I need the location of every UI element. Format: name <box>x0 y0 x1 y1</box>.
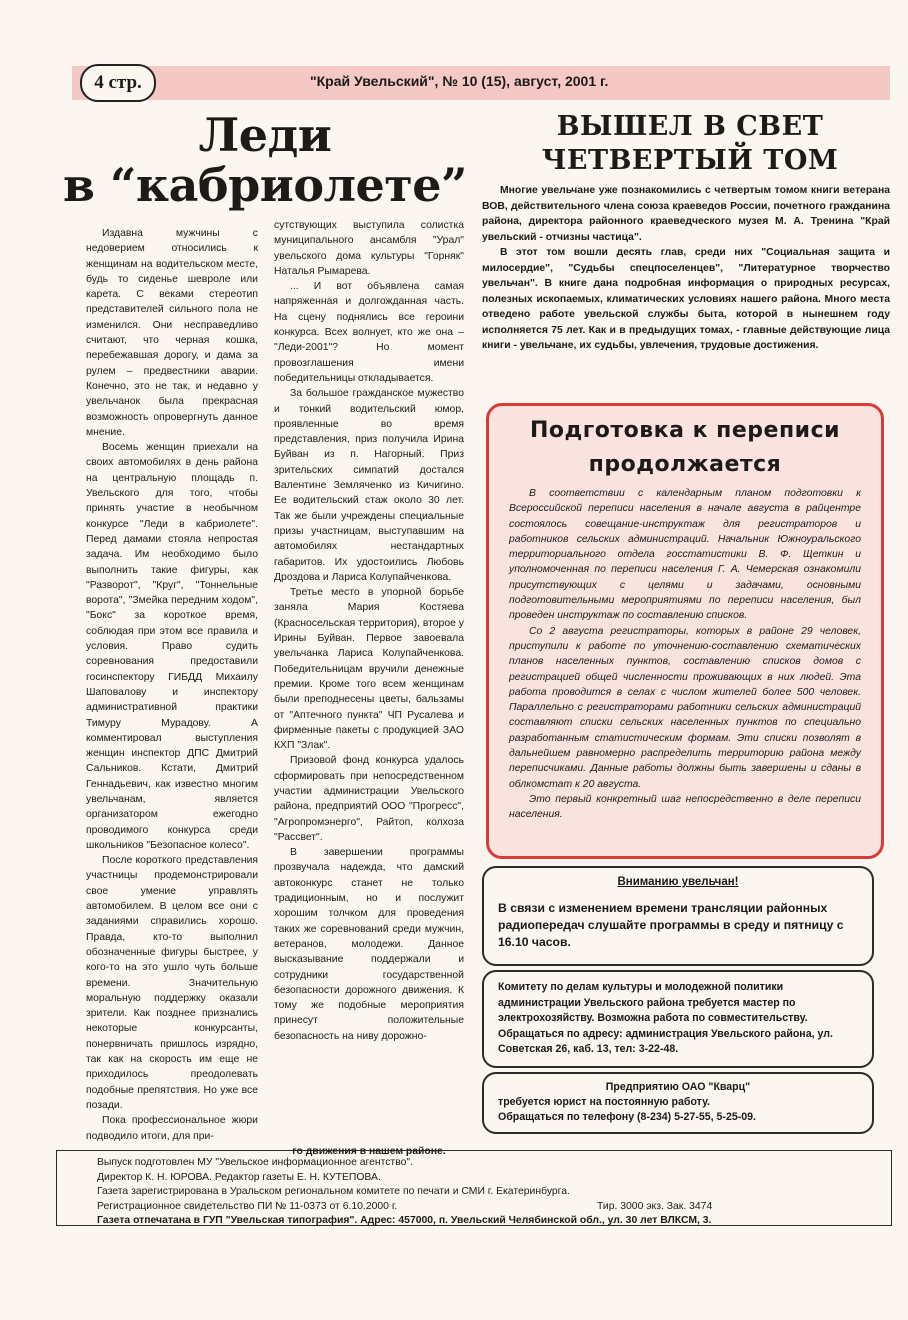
left-article-tail: го движения в нашем районе. <box>292 1146 446 1157</box>
notice-kvarts-line2: Обращаться по телефону (8-234) 5-27-55, 5-25-09. <box>498 1111 756 1123</box>
imprint-line: Директор К. Н. ЮРОВА. Редактор газеты Е. Н. КУТЕПОВА. <box>97 1171 381 1183</box>
left-article-column-2 <box>274 218 464 1154</box>
paragraph: Это первый конкретный шаг непосредственно в деле переписи населения. <box>509 793 861 821</box>
census-title-line1: Подготовка к переписи <box>529 418 841 443</box>
imprint-footer <box>56 1150 892 1226</box>
right-title-line1: ВЫШЕЛ В СВЕТ <box>556 111 824 142</box>
notice-kvarts <box>482 1072 874 1134</box>
imprint-line: Газета зарегистрирована в Уральском региональном комитете по печати и СМИ г. Екатеринбурга. <box>97 1186 570 1198</box>
imprint-registration <box>97 1200 851 1215</box>
paragraph: Многие увельчане уже познакомились с четвертым томом книги ветерана ВОВ, действительного члена союза краеведов России, почетного гражданина района, директора районного краеведческого музея М. А. Тренина "Край увельский - отчизны частица". <box>482 185 890 243</box>
paragraph: В завершении программы прозвучала надежда, что дамский автоконкурс станет не только традиционным, но и послужит хорошим толчком для проведения таких же соревнований среди мужчин, ветеранов, молодежи. Данное высказывание поддержали и сотрудники государственной безопасности дорожного движения. К тому же подобные мероприятия принесут положительные безопасность на ниву дорожно- <box>274 847 464 1042</box>
notice-radio-text: В связи с изменением времени трансляции районных радиопередач слушайте программы в среду и пятницу с 16.10 часов. <box>498 901 844 949</box>
paragraph: Восемь женщин приехали на своих автомобилях в день района на центральную площадь п. Увельского для того, чтобы принять участие в необычном конкурсе "Леди в кабриолете". Перед дамами стояла непростая задача. Им необходимо было выполнить такие фигуры, как "Разворот", "Круг", "Тоннельные ворота", "Змейка передним ходом", "Бокс" за короткое время, соблюдая при этом все правила и условия. Право судить соревнования предоставили госинспектору ГИБДД Михаилу Шаповалову и инспектору административной практики Тимуру Мурадову. А комментировал выступления женщин инспектор ДПС Дмитрий Сальников. Кстати, Дмитрий Геннадьевич, как известно многим увельчанам, является организатором ежегодно проводимого конкурса среди школьников "Безопасное колесо". <box>86 442 258 851</box>
left-title-line2: в “кабриолете” <box>62 158 468 212</box>
notice-kvarts-line1: требуется юрист на постоянную работу. <box>498 1096 711 1108</box>
right-article-body <box>482 183 890 354</box>
paragraph: Призовой фонд конкурса удалось сформировать при непосредственном участии администрации Увельского района, предприятий ООО "Прогресс", "Агропромэнерго", Райтоп, колхоза "Рассвет". <box>274 755 464 843</box>
imprint-line: Газета отпечатана в ГУП "Увельская типография". Адрес: 457000, п. Увельский Челябинской обл., ул. 30 лет ВЛКСМ, 3. <box>97 1215 712 1227</box>
notice-kvarts-heading: Предприятию ОАО "Кварц" <box>605 1081 751 1093</box>
census-title <box>509 414 861 482</box>
paragraph: За большое гражданское мужество и тонкий водительский юмор, проявленные во время представления, приз получила Ирина Буйван из п. Нагорный. Приз зрительских симпатий достался Валентине Земляченко из Кичигино. Ее водительский стаж около 30 лет. Так же были учреждены специальные призы участницам, выступавшим на автомобилях нестандартных габаритов. Их удостоились Любовь Дроздова и Лариса Колупайченкова. <box>274 388 464 583</box>
paragraph: Пока профессиональное жюри подводило итоги, для при- <box>86 1115 258 1142</box>
paragraph: После короткого представления участницы продемонстрировали свое умение управлять автомобилем. В целом все они с заданиями справились хорошо. Правда, кто-то выполнил обозначенные фигуры быстрее, у кого-то на это ушло чуть больше времени. Значительную моральную поддержку оказали зрители. Как позднее признались некоторые конкурсанты, понервничать пришлось изрядно, так как на скорость им еще не приходилось преодолевать подобные препятствия. Но уже все позади. <box>86 855 258 1111</box>
imprint-line: Выпуск подготовлен МУ "Увельское информационное агентство". <box>97 1157 413 1168</box>
imprint-line: Регистрационное свидетельство ПИ № 11-0373 от 6.10.2000 г. <box>97 1200 398 1212</box>
notice-radio <box>482 866 874 966</box>
imprint-circulation: Тир. 3000 экз. Зак. 3474 <box>597 1200 713 1212</box>
paragraph: сутствующих выступила солистка муниципального ансамбля "Урал" увельского дома культуры "Горняк" Наталья Рымарева. <box>274 220 464 277</box>
paragraph: В соответствии с календарным планом подготовки к Всероссийской переписи населения в начале августа в райцентре состоялось совещание-инструктаж для регистраторов и работников сельских администраций. Начальник Южноуральского территориального отдела госстатистики В. Ф. Щеткин и уполномоченная по переписи населения Г. А. Чемерская ознакомили присутствующих с целями и задачами, основными подготовительными мероприятиями по переписи населения, был проведен инструктаж по составлению списков. <box>509 488 861 622</box>
right-article-title <box>490 110 890 178</box>
census-body <box>509 486 861 823</box>
issue-line: "Край Увельский", № 10 (15), август, 2001 г. <box>310 73 609 89</box>
paragraph: Издавна мужчины с недоверием относились к женщинам на водительском месте, будь то сиденье шевроле или карета. С веками стереотип представителей сильного пола не изменился. Они несправедливо считают, что черная кошка, перебежавшая дорогу, и дама за рулем – предвестники аварии. Конечно, это не так, и недавно у увельчанок была прекрасная возможность опровергнуть данное мнение. <box>86 228 258 438</box>
page-number: 4 стр. <box>80 64 156 102</box>
notice-vacancy-electrician <box>482 970 874 1068</box>
paragraph: Со 2 августа регистраторы, которых в районе 29 человек, приступили к работе по уточнению-составлению схематических планов населенных пунктов, составлению списков домов с регистрацией общей численности проживающих в них людей. Эта работа проводится в селах с числом жителей более 500 человек. Параллельно с регистраторами работники сельских администраций составляют списки сельских населенных пунктов по специально разработанным статистическим формам. Эти списки позволят в дальнейшем равномерно распределить территорию района между переписчиками. Данные работы должны быть завершены и сданы в облкомстат к 20 августа. <box>509 625 861 790</box>
paragraph: ... И вот объявлена самая напряженная и долгожданная часть. На сцену поднялись все героини конкурса. Всех волнует, кто же она – "Леди-2001"? Но момент провозглашения имени победительницы откладывается. <box>274 281 464 384</box>
paragraph: В этот том вошли десять глав, среди них "Социальная защита и милосердие", "Судьбы спецпоселенцев", "Литературное творчество увельчан". В книге дана подробная информация о природных ресурсах, полезных ископаемых, климатических условиях нашего района. Много места отведено работе увельской службы быта, которой в нынешнем году исполняется 75 лет. Как и в предыдущих томах, - главные действующие лица книги - увельчане, их судьбы, увлечения, трудовые достижения. <box>482 247 890 351</box>
right-title-line2: ЧЕТВЕРТЫЙ ТОМ <box>541 145 839 176</box>
census-title-line2: продолжается <box>588 452 782 477</box>
census-box <box>486 403 884 859</box>
left-title-line1: Леди <box>198 108 332 162</box>
notice-vacancy-text: Комитету по делам культуры и молодежной политики администрации Увельского района требуется мастер по электрохозяйству. Возможна работа по совместительству. Обращаться по адресу: администрация Увельского района, ул. Советская 26, каб. 13, тел: 3-22-48. <box>498 981 833 1055</box>
left-article-title <box>60 110 470 210</box>
notice-radio-heading: Вниманию увельчан! <box>617 876 739 888</box>
paragraph: Третье место в упорной борьбе заняла Мария Костяева (Красносельская территория), второе у Ирины Буйван. Первое завоевала увельчанка Лариса Колупайченкова. Победительницам вручили денежные премии. Кроме того всем женщинам были преподнесены цветы, бальзамы от "Аптечного пункта" ЧП Русалева и фирменные пакеты с продукцией ЗАО КХП "Злак". <box>274 587 464 752</box>
left-article-column-1 <box>86 226 258 1142</box>
